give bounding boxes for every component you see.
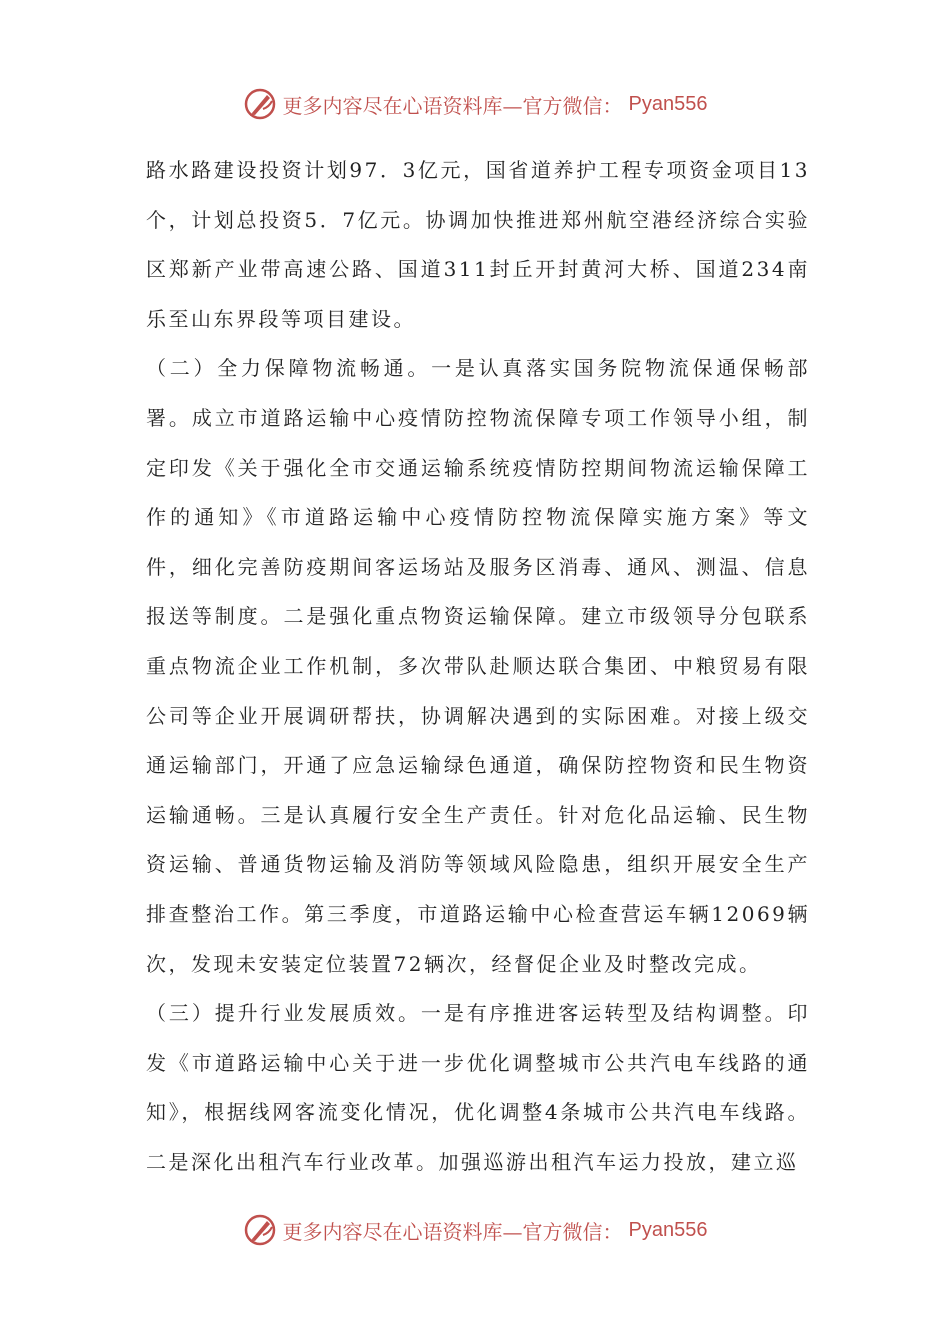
paragraph-2: （二）全力保障物流畅通。一是认真落实国务院物流保通保畅部署。成立市道路运输中心疫情防控物流保障专项工作领导小组，制定印发《关于强化全市交通运输系统疫情防控期间物流运输保障工作的通知》《市道路运输中心疫情防控物流保障实施方案》等文件，细化完善防疫期间客运场站及服务区消毒、通风、测温、信息报送等制度。二是强化重点物资运输保障。建立市级领导分包联系重点物流企业工作机制，多次带队赴顺达联合集团、中粮贸易有限公司等企业开展调研帮扶，协调解决遇到的实际困难。对接上级交通运输部门，开通了应急运输绿色通道，确保防控物资和民生物资运输通畅。三是认真履行安全生产责任。针对危化品运输、民生物资运输、普通货物运输及消防等领域风险隐患，组织开展安全生产排查整治工作。第三季度，市道路运输中心检查营运车辆12069辆次，发现未安装定位装置72辆次，经督促企业及时整改完成。 [146, 356, 810, 976]
pen-circle-logo-icon [243, 1213, 277, 1247]
header-watermark-banner [0, 84, 950, 124]
paragraph-3: （三）提升行业发展质效。一是有序推进客运转型及结构调整。印发《市道路运输中心关于进一步优化调整城市公共汽电车线路的通知》，根据线网客流变化情况，优化调整4条城市公共汽电车线路。二是深化出租汽车行业改革。加强巡游出租汽车运力投放，建立巡 [146, 1001, 810, 1174]
footer-watermark-banner [0, 1210, 950, 1250]
paragraph-1: 路水路建设投资计划97．3亿元，国省道养护工程专项资金项目13个，计划总投资5．7亿元。协调加快推进郑州航空港经济综合实验区郑新产业带高速公路、国道311封丘开封黄河大桥、国道234南乐至山东界段等项目建设。 [146, 158, 810, 331]
pen-circle-logo-icon [243, 87, 277, 121]
banner-text: 更多内容尽在心语资料库—官方微信： [282, 93, 623, 118]
document-body [146, 146, 810, 1187]
banner-wechat-id: Pyan556 [628, 92, 708, 115]
banner-wechat-id: Pyan556 [628, 1218, 708, 1241]
banner-text: 更多内容尽在心语资料库—官方微信： [282, 1219, 623, 1244]
